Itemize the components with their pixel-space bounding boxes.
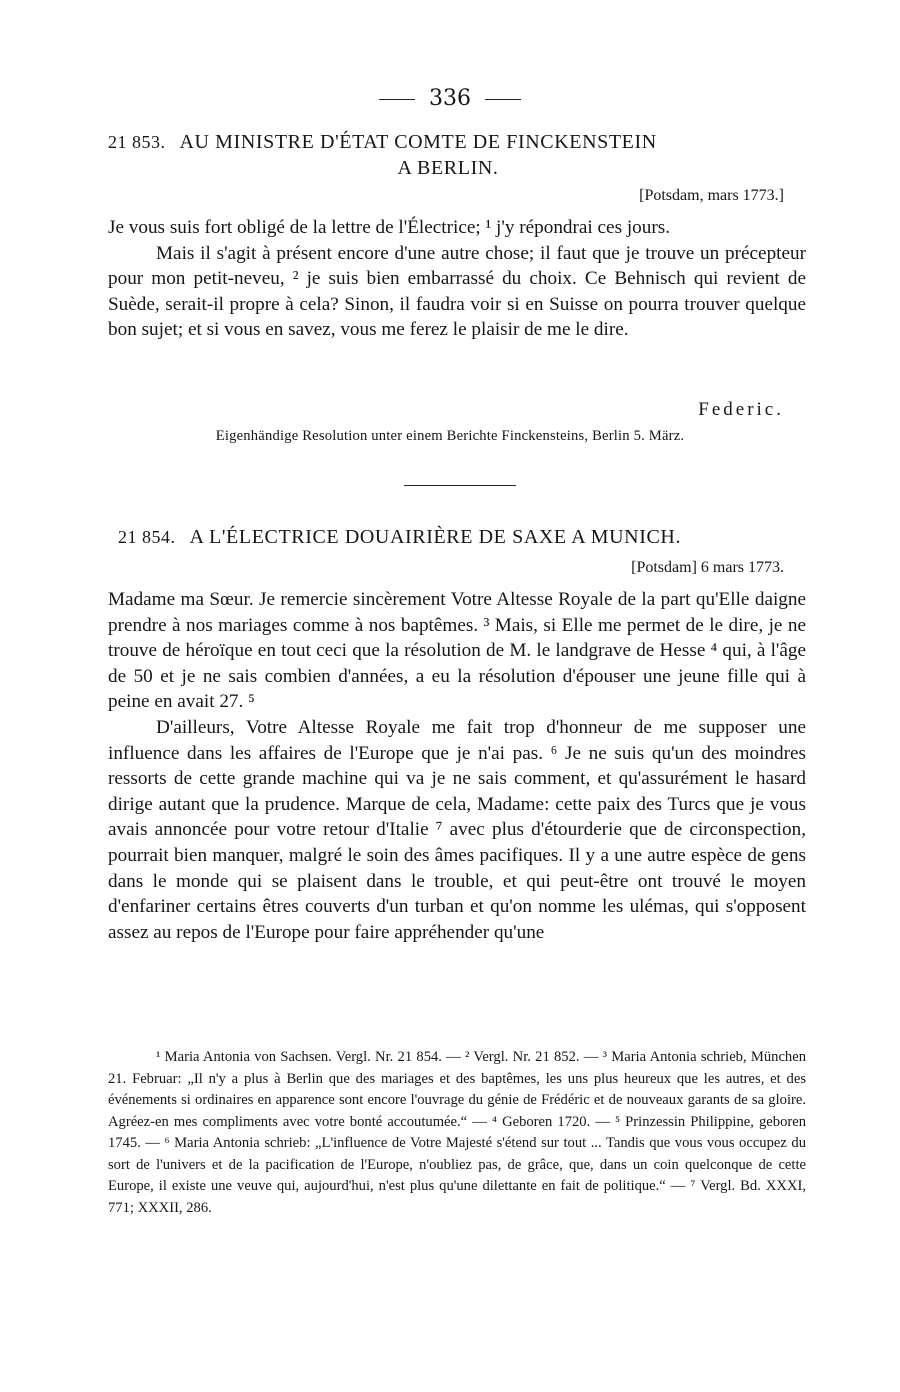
letter2-heading (118, 526, 798, 549)
letter2-paragraph-2: D'ailleurs, Votre Altesse Royale me fait trop d'honneur de me supposer une influence dans les affaires de l'Europe que je n'ai pas. ⁶ Je ne suis qu'un des moindres ressorts de cette grande machine qui va je ne sais comment, et qu'assurément le hasard dirige autant que la prudence. Marque de cela, Madame: cette paix des Turcs que je vous avais annoncée pour votre retour d'Italie ⁷ avec plus d'étourderie que de circonspection, pourrait bien manquer, malgré le soin des âmes pacifiques. Il y a une autre espèce de gens dans le monde qui se plaisent dans le trouble, et qui peut-être ont trouvé le moyen d'enfariner certains êtres couverts d'un turban et qu'on nomme les ulémas, qui s'opposent assez au repos de l'Europe pour faire appréhender qu'une (108, 716, 806, 943)
letter2-paragraph-1: Madame ma Sœur. Je remercie sincèrement Votre Altesse Royale de la part qu'Elle daigne prendre à nos mariages comme à nos baptêmes. ³ Mais, si Elle me permet de le dire, je ne trouve de héroïque en tout ceci que la résolution de M. le landgrave de Hesse ⁴ qui, à l'âge de 50 et je ne sais combien d'années, a eu la résolution d'épouser une jeune fille qui à peine en avait 27. ⁵ (108, 589, 806, 713)
letter2-date: [Potsdam] 6 mars 1773. (631, 559, 784, 576)
letter1-body (108, 215, 806, 343)
section-divider (404, 485, 516, 486)
letter1-paragraph-2: Mais il s'agit à présent encore d'une autre chose; il faut que je trouve un précepteur pour mon petit-neveu, ² je suis bien embarrassé du choix. Ce Behnisch qui revient de Suède, serait-il propre à cela? Sinon, il faudra voir si en Suisse on pourra trouver quelque bon sujet; et si vous en savez, vous me ferez le plaisir de me le dire. (108, 242, 806, 341)
page-number: 336 (429, 86, 471, 111)
footnotes-text: ¹ Maria Antonia von Sachsen. Vergl. Nr. 21 854. — ² Vergl. Nr. 21 852. — ³ Maria Antonia schrieb, München 21. Februar: „Il n'y a plus à Berlin que des mariages et des baptêmes, les uns plus heureux que les autres, et des événements si ordinaires en apparence sont encore l'ouvrage du génie de Frédéric et de nouveaux garants de sa gloire. Agréez-en mes compliments avec votre bonté accoutumée.“ — ⁴ Geboren 1720. — ⁵ Prinzessin Philippine, geboren 1745. — ⁶ Maria Antonia schrieb: „L'influence de Votre Majesté s'étend sur tout ... Tandis que vous vous occupez du sort de l'univers et de la pacification de l'Europe, n'oubliez pas, de grâce, que, dans un coin quelconque de cette Europe, il existe une veuve qui, aujourd'hui, n'est plus qu'une dilettante en fait de politique.“ — ⁷ Vergl. Bd. XXXI, 771; XXXII, 286. (108, 1049, 806, 1216)
page-number-dash-right (485, 99, 521, 100)
letter1-heading-line1: AU MINISTRE D'ÉTAT COMTE DE FINCKENSTEIN (179, 131, 657, 153)
letter1-signature: Federic. (698, 399, 784, 420)
letter1-paragraph-1: Je vous suis fort obligé de la lettre de l'Électrice; ¹ j'y répondrai ces jours. (108, 217, 671, 238)
letter1-heading-line2: A BERLIN. (397, 157, 499, 179)
page-number-dash-left (379, 99, 415, 100)
letter2-body (108, 587, 806, 945)
letter1-heading (108, 131, 788, 154)
letter2-number: 21 854. (118, 527, 176, 547)
letter1-source-note: Eigenhändige Resolution unter einem Berichte Finckensteins, Berlin 5. März. (215, 428, 685, 444)
footnotes (108, 1047, 806, 1219)
letter1-date: [Potsdam, mars 1773.] (639, 187, 784, 204)
letter2-heading-text: A L'ÉLECTRICE DOUAIRIÈRE DE SAXE A MUNICH. (189, 526, 682, 548)
letter1-number: 21 853. (108, 132, 166, 152)
page-number-line (0, 86, 900, 111)
